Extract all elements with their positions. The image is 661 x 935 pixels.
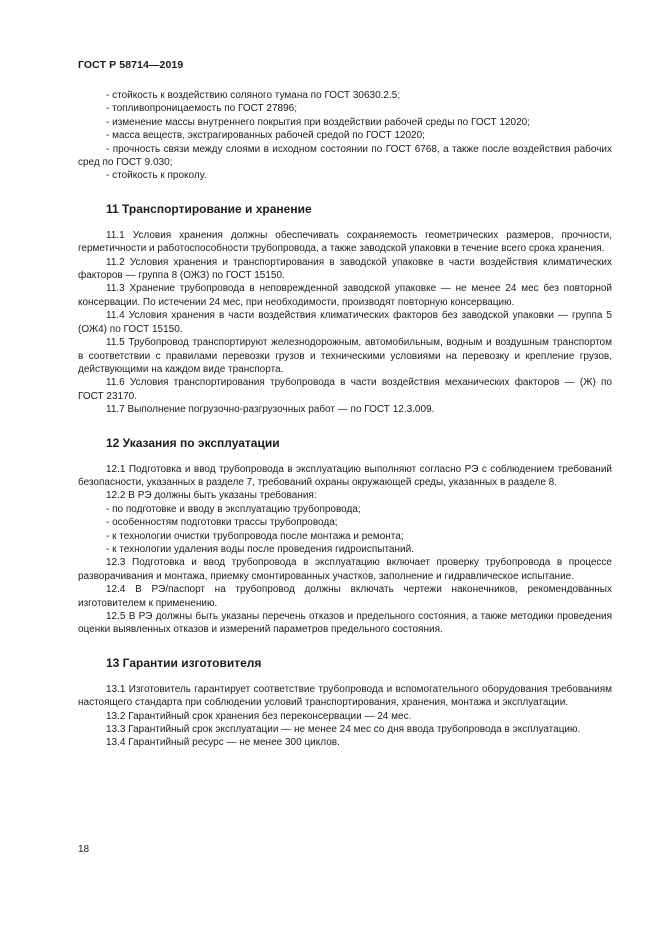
list-item: - изменение массы внутреннего покрытия при воздействии рабочей среды по ГОСТ 12020; [78,116,612,129]
paragraph: 12.1 Подготовка и ввод трубопровода в эксплуатацию выполняют согласно РЭ с соблюдением требований безопасности, указанных в разделе 7, требований охраны окружающей среды, указанных в разделе 8. [78,463,612,488]
paragraph: 11.1 Условия хранения должны обеспечивать сохраняемость геометрических размеров, прочности, герметичности и работоспособности трубопровода, а также заводской упаковки в течение всего срока хранения. [78,229,612,255]
list-item: - прочность связи между слоями в исходном состоянии по ГОСТ 6768, а также после воздействия рабочих сред по ГОСТ 9.030; [78,143,612,170]
list-item: - по подготовке и вводу в эксплуатацию трубопровода; [78,503,612,516]
paragraph: 11.7 Выполнение погрузочно-разгрузочных работ — по ГОСТ 12.3.009. [106,404,435,416]
paragraph: 13.2 Гарантийный срок хранения без переконсервации — 24 мес. [106,710,412,722]
paragraph: 13.3 Гарантийный срок эксплуатации — не менее 24 мес со дня ввода трубопровода в эксплуатацию. [106,724,581,736]
list-item: - особенностям подготовки трассы трубопровода; [78,516,612,529]
paragraph: 12.5 В РЭ должны быть указаны перечень отказов и предельного состояния, а также методики проведения оценки выявленных отказов и измерений параметров предельного состояния. [78,611,612,636]
paragraph: 11.3 Хранение трубопровода в неповрежденной заводской упаковке — не менее 24 мес без повторной консервации. По истечении 24 мес, при необходимости, производят повторную консервацию. [78,283,612,308]
paragraph: 11.4 Условия хранения в части воздействия климатических факторов без заводской упаковки — группа 5 (ОЖ4) по ГОСТ 15150. [78,310,612,335]
document-code-header: ГОСТ Р 58714—2019 [78,59,184,71]
paragraph: 12.3 Подготовка и ввод трубопровода в эксплуатацию включает проверку трубопровода в процессе разворачивания и монтажа, приемку смонтированных участков, заполнение и гидравлическое испытание. [78,557,612,582]
section-heading-13: 13 Гарантии изготовителя [106,655,262,670]
list-item: - топливопроницаемость по ГОСТ 27896; [78,102,612,115]
list-item: - масса веществ, экстрагированных рабочей средой по ГОСТ 12020; [78,129,612,142]
section-heading-11: 11 Транспортирование и хранение [106,201,312,216]
paragraph: 13.1 Изготовитель гарантирует соответствие трубопровода и вспомогательного оборудования требованиям настоящего стандарта при соблюдении условий транспортирования, хранения, монтажа и эксплуатации. [78,683,612,709]
list-item: - стойкость к воздействию соляного тумана по ГОСТ 30630.2.5; [78,89,612,102]
paragraph: 13.4 Гарантийный ресурс — не менее 300 циклов. [106,737,340,749]
paragraph: 11.5 Трубопровод транспортируют железнодорожным, автомобильным, водным и воздушным транспортом в соответствии с правилами перевозки грузов и техническими условиями на перевозку и крепление грузов, действующими на каждом виде транспорта. [78,337,612,375]
list-item: - к технологии очистки трубопровода после монтажа и ремонта; [78,530,612,543]
list-item: - стойкость к проколу. [78,169,612,182]
section-heading-12: 12 Указания по эксплуатации [106,435,280,450]
requirements-list [78,503,612,557]
list-item: - к технологии удаления воды после проведения гидроиспытаний. [78,543,612,556]
page-content [78,89,612,750]
paragraph: 12.4 В РЭ/паспорт на трубопровод должны включать чертежи наконечников, рекомендованных изготовителем к применению. [78,584,612,609]
paragraph: 12.2 В РЭ должны быть указаны требования: [106,490,317,502]
paragraph: 11.6 Условия транспортирования трубопровода в части воздействия механических факторов — (Ж) по ГОСТ 23170. [78,377,612,402]
paragraph: 11.2 Условия хранения и транспортирования в заводской упаковке в части воздействия климатических факторов — группа 8 (ОЖЗ) по ГОСТ 15150. [78,256,612,282]
page-number: 18 [78,844,90,855]
properties-list [78,89,612,183]
